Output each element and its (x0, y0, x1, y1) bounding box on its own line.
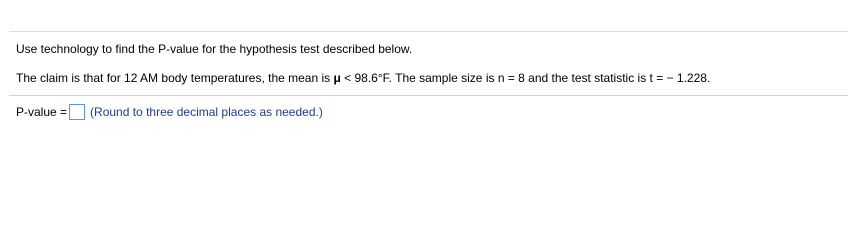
section-divider (9, 95, 848, 96)
question-claim (16, 71, 710, 85)
p-value-input[interactable] (69, 104, 85, 120)
rounding-hint: (Round to three decimal places as needed.) (90, 105, 323, 119)
claim-inequality: < 98.6°F. The sample size is n = 8 and the test statistic is t = − 1.228. (340, 71, 711, 85)
top-divider (9, 31, 848, 32)
mu-symbol: μ (333, 71, 341, 85)
claim-prefix: The claim is that for 12 AM body temperatures, the mean is (16, 71, 334, 85)
answer-row (16, 103, 323, 121)
p-value-label: P-value = (16, 105, 68, 119)
question-instruction: Use technology to find the P-value for the hypothesis test described below. (16, 42, 413, 56)
